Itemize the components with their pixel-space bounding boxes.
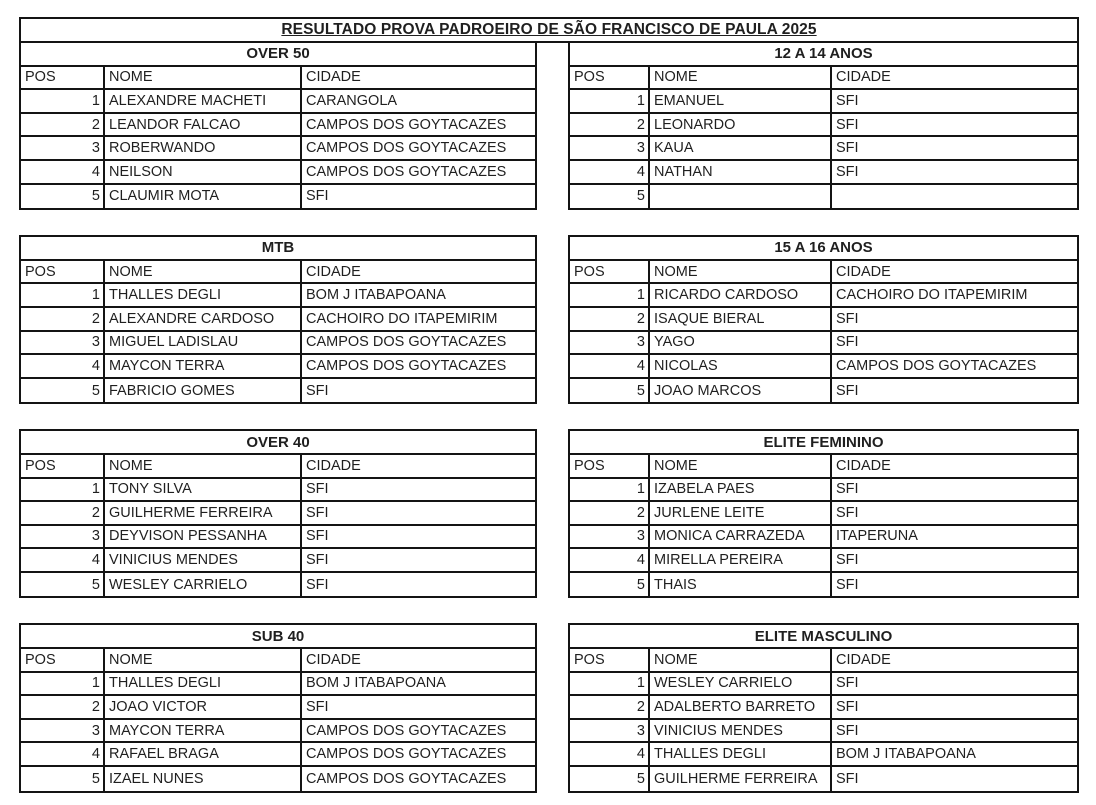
table-row <box>21 673 535 697</box>
nome-cell: LEANDOR FALCAO <box>105 114 302 136</box>
col-header-nome: NOME <box>650 67 832 89</box>
pos-cell: 1 <box>21 479 105 501</box>
pos-cell: 4 <box>570 355 650 377</box>
col-header-nome: NOME <box>105 261 302 283</box>
cidade-cell: ITAPERUNA <box>836 528 918 545</box>
nome-cell: GUILHERME FERREIRA <box>650 767 832 791</box>
table-row <box>21 479 535 503</box>
pos-cell: 1 <box>21 90 105 112</box>
pos-cell: 5 <box>21 767 105 791</box>
table-row <box>21 284 535 308</box>
table-over-40 <box>19 429 537 598</box>
pos-cell: 1 <box>570 479 650 501</box>
col-header-pos: POS <box>21 261 105 283</box>
nome-cell: DEYVISON PESSANHA <box>105 526 302 548</box>
category-title: ELITE MASCULINO <box>570 625 1077 649</box>
table-row <box>21 137 535 161</box>
pos-cell: 5 <box>21 573 105 597</box>
pos-cell: 3 <box>570 137 650 159</box>
col-header-pos: POS <box>21 649 105 671</box>
table-row <box>21 502 535 526</box>
pos-cell: 3 <box>21 526 105 548</box>
header-row <box>570 67 1077 91</box>
cidade-cell: CAMPOS DOS GOYTACAZES <box>306 770 507 787</box>
nome-cell: EMANUEL <box>650 90 832 112</box>
col-header-nome: NOME <box>105 649 302 671</box>
nome-cell: VINICIUS MENDES <box>650 720 832 742</box>
cidade-cell: CACHOIRO DO ITAPEMIRIM <box>836 287 1028 304</box>
nome-cell: THALLES DEGLI <box>650 743 832 765</box>
col-header-nome: NOME <box>650 261 832 283</box>
cidade-cell: SFI <box>306 552 329 569</box>
table-row-group-3 <box>19 429 1079 598</box>
pos-cell: 3 <box>21 720 105 742</box>
col-header-pos: POS <box>570 455 650 477</box>
cidade-cell: CAMPOS DOS GOYTACAZES <box>306 163 507 180</box>
nome-cell: KAUA <box>650 137 832 159</box>
nome-cell: WESLEY CARRIELO <box>105 573 302 597</box>
col-header-nome: NOME <box>105 67 302 89</box>
header-row <box>570 261 1077 285</box>
cidade-cell: SFI <box>836 334 859 351</box>
table-row <box>570 355 1077 379</box>
pos-cell: 4 <box>21 549 105 571</box>
pos-cell: 2 <box>21 308 105 330</box>
table-row <box>570 308 1077 332</box>
pos-cell: 2 <box>21 502 105 524</box>
table-elite-masculino <box>568 623 1079 792</box>
pos-cell: 4 <box>21 161 105 183</box>
cidade-cell: SFI <box>306 528 329 545</box>
table-mtb <box>19 235 537 404</box>
category-title: MTB <box>21 237 535 261</box>
cidade-cell: CAMPOS DOS GOYTACAZES <box>306 722 507 739</box>
cidade-cell: SFI <box>306 699 329 716</box>
cidade-cell: CAMPOS DOS GOYTACAZES <box>306 116 507 133</box>
cidade-cell: BOM J ITABAPOANA <box>836 746 976 763</box>
cidade-cell: BOM J ITABAPOANA <box>306 287 446 304</box>
pos-cell: 4 <box>570 161 650 183</box>
cidade-cell: SFI <box>836 770 859 787</box>
pos-cell: 4 <box>570 743 650 765</box>
nome-cell: FABRICIO GOMES <box>105 379 302 403</box>
cidade-cell: SFI <box>836 552 859 569</box>
pos-cell: 3 <box>570 720 650 742</box>
nome-cell: MIRELLA PEREIRA <box>650 549 832 571</box>
table-row <box>570 502 1077 526</box>
pos-cell: 1 <box>570 90 650 112</box>
pos-cell: 2 <box>570 502 650 524</box>
category-title: OVER 50 <box>21 43 535 67</box>
pos-cell: 4 <box>21 355 105 377</box>
nome-cell: THALLES DEGLI <box>105 673 302 695</box>
nome-cell: IZABELA PAES <box>650 479 832 501</box>
nome-cell: MAYCON TERRA <box>105 355 302 377</box>
col-header-pos: POS <box>570 67 650 89</box>
table-row <box>570 137 1077 161</box>
nome-cell: RAFAEL BRAGA <box>105 743 302 765</box>
table-row-group-2 <box>19 235 1079 404</box>
category-title: 12 A 14 ANOS <box>570 43 1077 67</box>
col-header-cidade: CIDADE <box>836 457 891 474</box>
table-row <box>21 185 535 209</box>
pos-cell: 1 <box>21 673 105 695</box>
nome-cell: WESLEY CARRIELO <box>650 673 832 695</box>
table-elite-feminino <box>568 429 1079 598</box>
table-row <box>570 479 1077 503</box>
table-row <box>570 114 1077 138</box>
cidade-cell: CAMPOS DOS GOYTACAZES <box>836 357 1037 374</box>
col-header-nome: NOME <box>650 649 832 671</box>
table-row <box>570 284 1077 308</box>
cidade-cell: SFI <box>836 382 859 399</box>
cidade-cell: CARANGOLA <box>306 92 398 109</box>
table-row <box>21 332 535 356</box>
cidade-cell: SFI <box>306 188 329 205</box>
col-header-nome: NOME <box>650 455 832 477</box>
nome-cell: MIGUEL LADISLAU <box>105 332 302 354</box>
nome-cell: CLAUMIR MOTA <box>105 185 302 209</box>
table-row <box>21 161 535 185</box>
cidade-cell: CAMPOS DOS GOYTACAZES <box>306 140 507 157</box>
nome-cell: THAIS <box>650 573 832 597</box>
cidade-cell: SFI <box>836 722 859 739</box>
category-title: ELITE FEMININO <box>570 431 1077 455</box>
table-row <box>570 743 1077 767</box>
table-12-a-14-anos <box>568 41 1079 210</box>
header-row <box>570 649 1077 673</box>
table-row-group-1 <box>19 41 1079 210</box>
nome-cell: YAGO <box>650 332 832 354</box>
results-sheet <box>19 17 1079 793</box>
nome-cell: ALEXANDRE CARDOSO <box>105 308 302 330</box>
pos-cell: 5 <box>570 573 650 597</box>
cidade-cell: SFI <box>306 576 329 593</box>
table-row <box>570 185 1077 209</box>
cidade-cell <box>832 185 1077 209</box>
nome-cell: ADALBERTO BARRETO <box>650 696 832 718</box>
header-row <box>570 455 1077 479</box>
table-row <box>570 161 1077 185</box>
table-row <box>570 767 1077 791</box>
pos-cell: 1 <box>570 673 650 695</box>
cidade-cell: SFI <box>836 92 859 109</box>
col-header-cidade: CIDADE <box>836 69 891 86</box>
cidade-cell: SFI <box>306 382 329 399</box>
cidade-cell: SFI <box>306 504 329 521</box>
cidade-cell: BOM J ITABAPOANA <box>306 675 446 692</box>
table-over-50 <box>19 41 537 210</box>
pos-cell: 2 <box>21 696 105 718</box>
table-15-a-16-anos <box>568 235 1079 404</box>
pos-cell: 5 <box>21 185 105 209</box>
table-row <box>570 526 1077 550</box>
nome-cell: MONICA CARRAZEDA <box>650 526 832 548</box>
table-row <box>21 355 535 379</box>
table-row <box>570 549 1077 573</box>
table-row <box>570 573 1077 597</box>
nome-cell <box>650 185 832 209</box>
cidade-cell: SFI <box>836 310 859 327</box>
table-row <box>21 743 535 767</box>
col-header-cidade: CIDADE <box>306 263 361 280</box>
header-row <box>21 67 535 91</box>
nome-cell: JOAO MARCOS <box>650 379 832 403</box>
pos-cell: 4 <box>570 549 650 571</box>
pos-cell: 2 <box>570 114 650 136</box>
cidade-cell: SFI <box>836 140 859 157</box>
table-row <box>21 308 535 332</box>
table-row <box>570 673 1077 697</box>
col-header-cidade: CIDADE <box>836 263 891 280</box>
table-row-group-4 <box>19 623 1079 792</box>
table-row <box>21 379 535 403</box>
nome-cell: ROBERWANDO <box>105 137 302 159</box>
cidade-cell: SFI <box>836 163 859 180</box>
pos-cell: 2 <box>570 308 650 330</box>
table-row <box>21 549 535 573</box>
header-row <box>21 649 535 673</box>
nome-cell: NEILSON <box>105 161 302 183</box>
nome-cell: JURLENE LEITE <box>650 502 832 524</box>
cidade-cell: CAMPOS DOS GOYTACAZES <box>306 746 507 763</box>
cidade-cell: SFI <box>306 481 329 498</box>
col-header-pos: POS <box>21 455 105 477</box>
nome-cell: ALEXANDRE MACHETI <box>105 90 302 112</box>
nome-cell: THALLES DEGLI <box>105 284 302 306</box>
header-row <box>21 261 535 285</box>
page-title: RESULTADO PROVA PADROEIRO DE SÃO FRANCISCO DE PAULA 2025 <box>281 21 817 38</box>
category-title: 15 A 16 ANOS <box>570 237 1077 261</box>
nome-cell: IZAEL NUNES <box>105 767 302 791</box>
pos-cell: 3 <box>21 137 105 159</box>
table-row <box>570 379 1077 403</box>
cidade-cell: SFI <box>836 675 859 692</box>
col-header-cidade: CIDADE <box>306 457 361 474</box>
col-header-cidade: CIDADE <box>306 69 361 86</box>
nome-cell: GUILHERME FERREIRA <box>105 502 302 524</box>
table-sub-40 <box>19 623 537 792</box>
cidade-cell: CAMPOS DOS GOYTACAZES <box>306 334 507 351</box>
category-title: OVER 40 <box>21 431 535 455</box>
col-header-cidade: CIDADE <box>306 651 361 668</box>
category-title: SUB 40 <box>21 625 535 649</box>
cidade-cell: SFI <box>836 504 859 521</box>
table-row <box>21 90 535 114</box>
table-row <box>570 90 1077 114</box>
pos-cell: 2 <box>21 114 105 136</box>
pos-cell: 1 <box>21 284 105 306</box>
nome-cell: NICOLAS <box>650 355 832 377</box>
pos-cell: 5 <box>570 185 650 209</box>
col-header-nome: NOME <box>105 455 302 477</box>
nome-cell: ISAQUE BIERAL <box>650 308 832 330</box>
cidade-cell: CAMPOS DOS GOYTACAZES <box>306 357 507 374</box>
col-header-pos: POS <box>21 67 105 89</box>
cidade-cell: SFI <box>836 116 859 133</box>
pos-cell: 5 <box>570 379 650 403</box>
pos-cell: 3 <box>570 332 650 354</box>
table-row <box>21 573 535 597</box>
nome-cell: VINICIUS MENDES <box>105 549 302 571</box>
pos-cell: 2 <box>570 696 650 718</box>
cidade-cell: SFI <box>836 576 859 593</box>
nome-cell: LEONARDO <box>650 114 832 136</box>
cidade-cell: SFI <box>836 699 859 716</box>
nome-cell: NATHAN <box>650 161 832 183</box>
col-header-cidade: CIDADE <box>836 651 891 668</box>
pos-cell: 3 <box>570 526 650 548</box>
cidade-cell: CACHOIRO DO ITAPEMIRIM <box>306 310 498 327</box>
nome-cell: RICARDO CARDOSO <box>650 284 832 306</box>
col-header-pos: POS <box>570 649 650 671</box>
table-row <box>21 696 535 720</box>
table-row <box>570 720 1077 744</box>
nome-cell: TONY SILVA <box>105 479 302 501</box>
table-row <box>21 114 535 138</box>
pos-cell: 3 <box>21 332 105 354</box>
nome-cell: MAYCON TERRA <box>105 720 302 742</box>
table-row <box>570 332 1077 356</box>
col-header-pos: POS <box>570 261 650 283</box>
cidade-cell: SFI <box>836 481 859 498</box>
page-title-bar <box>19 17 1079 43</box>
header-row <box>21 455 535 479</box>
table-row <box>21 767 535 791</box>
table-row <box>570 696 1077 720</box>
pos-cell: 1 <box>570 284 650 306</box>
table-row <box>21 526 535 550</box>
table-row <box>21 720 535 744</box>
pos-cell: 5 <box>21 379 105 403</box>
pos-cell: 5 <box>570 767 650 791</box>
nome-cell: JOAO VICTOR <box>105 696 302 718</box>
pos-cell: 4 <box>21 743 105 765</box>
